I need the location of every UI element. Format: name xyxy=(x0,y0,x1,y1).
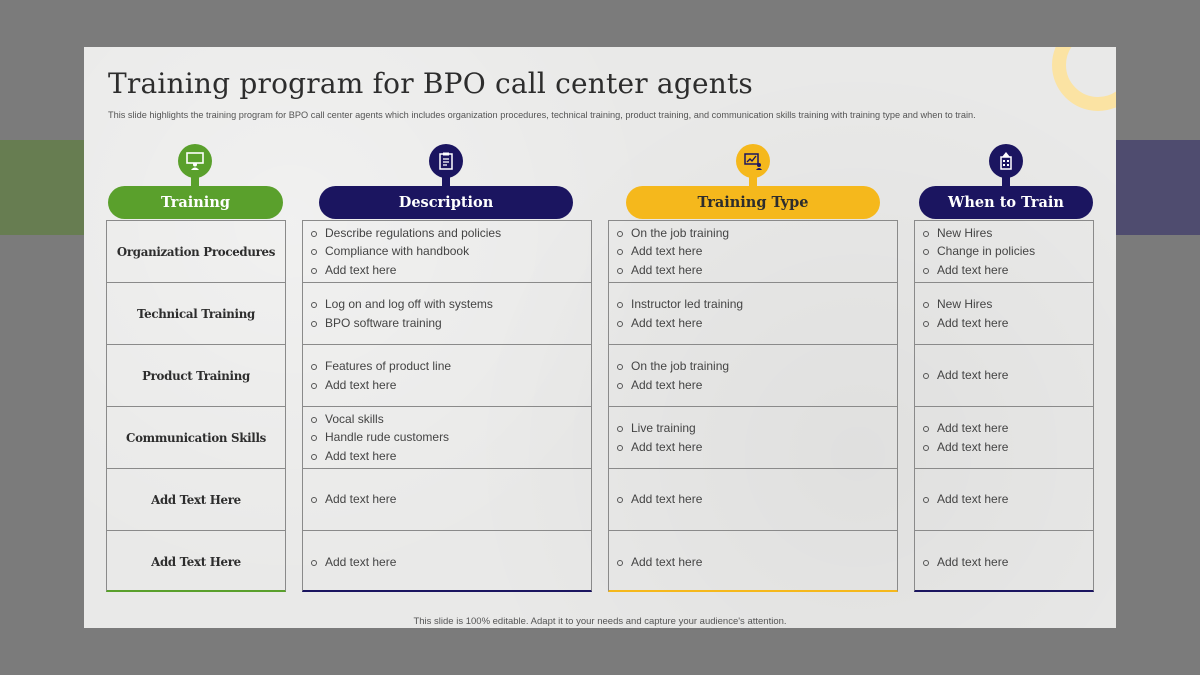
list-item: Add text here xyxy=(937,553,1093,572)
table-cell xyxy=(915,407,1093,469)
bullet-list xyxy=(609,224,897,280)
list-item: Compliance with handbook xyxy=(325,242,591,261)
decorative-ring xyxy=(1052,47,1116,111)
header-training xyxy=(108,186,283,219)
bullet-list xyxy=(609,490,897,509)
table-cell xyxy=(303,221,591,283)
bullet-list xyxy=(303,410,591,466)
list-item: Add text here xyxy=(937,261,1093,280)
table-cell xyxy=(107,407,285,469)
list-item: Add text here xyxy=(631,314,897,333)
slide-subtitle: This slide highlights the training program for BPO call center agents which includes organization procedures, technical training, product training, and communication skills training with training type and when to train. xyxy=(108,110,976,120)
list-item: Add text here xyxy=(631,438,897,457)
row-label: Add Text Here xyxy=(151,492,241,507)
list-item: Add text here xyxy=(325,490,591,509)
bullet-list xyxy=(303,295,591,332)
list-item: Change in policies xyxy=(937,242,1093,261)
table-cell xyxy=(609,345,897,407)
table-cell xyxy=(609,469,897,531)
slide-footer: This slide is 100% editable. Adapt it to your needs and capture your audience's attention. xyxy=(413,616,787,627)
table-cell xyxy=(915,221,1093,283)
training-cells xyxy=(106,220,286,592)
list-item: On the job training xyxy=(631,357,897,376)
bullet-list xyxy=(609,357,897,394)
table-cell xyxy=(107,283,285,345)
clipboard-icon xyxy=(429,144,463,178)
table-cell xyxy=(107,345,285,407)
list-item: Log on and log off with systems xyxy=(325,295,591,314)
row-label: Communication Skills xyxy=(126,430,266,445)
table-cell xyxy=(107,469,285,531)
list-item: Add text here xyxy=(631,490,897,509)
list-item: New Hires xyxy=(937,224,1093,243)
training-type-cells xyxy=(608,220,898,592)
table-cell xyxy=(107,221,285,283)
table-cell xyxy=(303,469,591,531)
list-item: Features of product line xyxy=(325,357,591,376)
list-item: Describe regulations and policies xyxy=(325,224,591,243)
list-item: Add text here xyxy=(325,553,591,572)
chart-board-icon xyxy=(736,144,770,178)
list-item: Add text here xyxy=(631,376,897,395)
header-training-type xyxy=(626,186,880,219)
bullet-list xyxy=(303,224,591,280)
table-cell xyxy=(609,283,897,345)
list-item: Add text here xyxy=(937,419,1093,438)
icon-connector xyxy=(1002,176,1010,186)
when-to-train-cells xyxy=(914,220,1094,592)
list-item: Add text here xyxy=(937,366,1093,385)
list-item: Vocal skills xyxy=(325,410,591,429)
bullet-list xyxy=(303,490,591,509)
header-when-to-train xyxy=(919,186,1093,219)
list-item: Add text here xyxy=(631,261,897,280)
bullet-list xyxy=(915,490,1093,509)
table-cell xyxy=(303,345,591,407)
list-item: BPO software training xyxy=(325,314,591,333)
row-label: Organization Procedures xyxy=(116,244,276,259)
bullet-list xyxy=(609,295,897,332)
slide xyxy=(84,47,1116,628)
list-item: Add text here xyxy=(937,314,1093,333)
bullet-list xyxy=(303,553,591,572)
list-item: Add text here xyxy=(325,376,591,395)
list-item: Add text here xyxy=(937,490,1093,509)
icon-connector xyxy=(442,176,450,186)
background-band-left xyxy=(0,140,90,235)
bullet-list xyxy=(609,553,897,572)
bullet-list xyxy=(303,357,591,394)
bullet-list xyxy=(915,419,1093,456)
table-cell xyxy=(303,283,591,345)
header-when-to-train-label: When to Train xyxy=(948,194,1064,211)
table-cell xyxy=(915,531,1093,593)
slide-title: Training program for BPO call center agents xyxy=(108,67,753,100)
table-cell xyxy=(609,531,897,593)
list-item: Instructor led training xyxy=(631,295,897,314)
row-label: Product Training xyxy=(142,368,250,383)
description-cells xyxy=(302,220,592,592)
list-item: Add text here xyxy=(325,447,591,466)
table-cell xyxy=(107,531,285,593)
list-item: Add text here xyxy=(631,553,897,572)
list-item: Add text here xyxy=(631,242,897,261)
table-cell xyxy=(915,345,1093,407)
table-cell xyxy=(609,407,897,469)
list-item: Add text here xyxy=(325,261,591,280)
bullet-list xyxy=(915,224,1093,280)
building-icon xyxy=(989,144,1023,178)
list-item: New Hires xyxy=(937,295,1093,314)
icon-connector xyxy=(749,176,757,186)
row-label: Technical Training xyxy=(137,306,255,321)
bullet-list xyxy=(915,366,1093,385)
presentation-icon xyxy=(178,144,212,178)
bullet-list xyxy=(915,553,1093,572)
table-cell xyxy=(303,531,591,593)
list-item: Handle rude customers xyxy=(325,428,591,447)
header-description-label: Description xyxy=(398,194,494,211)
header-training-type-label: Training Type xyxy=(697,194,809,211)
bullet-list xyxy=(609,419,897,456)
header-description xyxy=(319,186,573,219)
table-cell xyxy=(609,221,897,283)
list-item: Add text here xyxy=(937,438,1093,457)
header-training-label: Training xyxy=(160,194,230,211)
table-cell xyxy=(303,407,591,469)
table-cell xyxy=(915,283,1093,345)
list-item: On the job training xyxy=(631,224,897,243)
bullet-list xyxy=(915,295,1093,332)
icon-connector xyxy=(191,176,199,186)
background-band-right xyxy=(1110,140,1200,235)
table-cell xyxy=(915,469,1093,531)
list-item: Live training xyxy=(631,419,897,438)
row-label: Add Text Here xyxy=(151,555,241,569)
